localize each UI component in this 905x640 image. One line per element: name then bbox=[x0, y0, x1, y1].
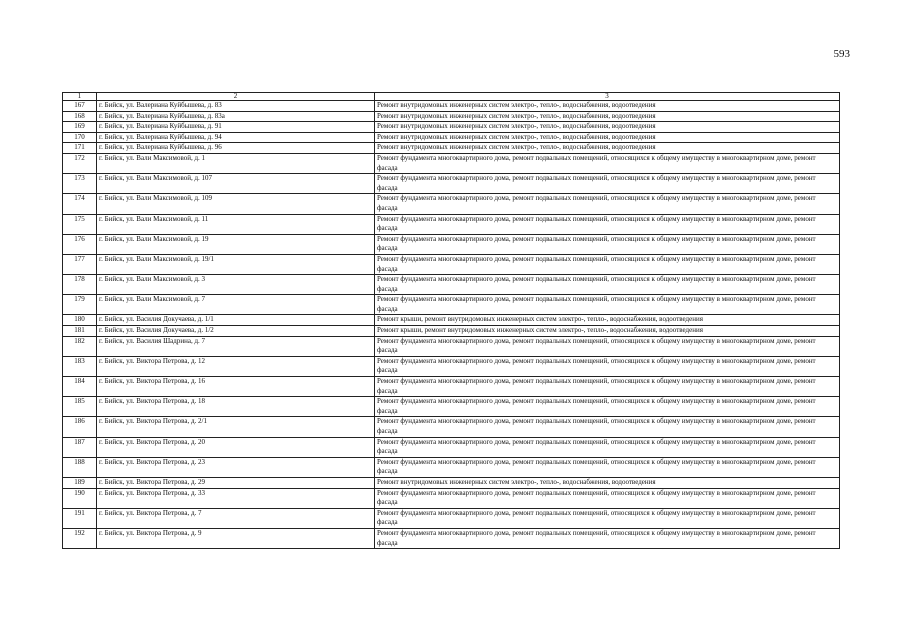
row-address: г. Бийск, ул. Виктора Петрова, д. 16 bbox=[97, 377, 375, 397]
row-address: г. Бийск, ул. Вали Максимовой, д. 11 bbox=[97, 214, 375, 234]
table-row bbox=[63, 508, 840, 528]
row-address: г. Бийск, ул. Вали Максимовой, д. 19/1 bbox=[97, 254, 375, 274]
table-row bbox=[63, 417, 840, 437]
table-row bbox=[63, 356, 840, 376]
row-address: г. Бийск, ул. Виктора Петрова, д. 2/1 bbox=[97, 417, 375, 437]
row-number: 168 bbox=[63, 111, 97, 122]
row-work-type: Ремонт фундамента многоквартирного дома, ремонт подвальных помещений, относящихся к общему имуществу в многоквартирном доме, ремонт фасада bbox=[375, 508, 840, 528]
row-address: г. Бийск, ул. Валериана Куйбышева, д. 94 bbox=[97, 132, 375, 143]
row-address: г. Бийск, ул. Вали Максимовой, д. 19 bbox=[97, 234, 375, 254]
row-address: г. Бийск, ул. Василия Докучаева, д. 1/1 bbox=[97, 315, 375, 326]
row-address: г. Бийск, ул. Валериана Куйбышева, д. 96 bbox=[97, 143, 375, 154]
row-work-type: Ремонт фундамента многоквартирного дома, ремонт подвальных помещений, относящихся к общему имуществу в многоквартирном доме, ремонт фасада bbox=[375, 417, 840, 437]
row-address: г. Бийск, ул. Вали Максимовой, д. 1 bbox=[97, 153, 375, 173]
header-col-2: 2 bbox=[97, 93, 375, 101]
table-row bbox=[63, 315, 840, 326]
row-number: 180 bbox=[63, 315, 97, 326]
table-row bbox=[63, 295, 840, 315]
table-row bbox=[63, 336, 840, 356]
table-row bbox=[63, 122, 840, 133]
row-work-type: Ремонт внутридомовых инженерных систем электро-, тепло-, водоснабжения, водоотведения bbox=[375, 111, 840, 122]
row-number: 178 bbox=[63, 275, 97, 295]
row-number: 179 bbox=[63, 295, 97, 315]
table-row bbox=[63, 528, 840, 548]
row-work-type: Ремонт фундамента многоквартирного дома, ремонт подвальных помещений, относящихся к общему имуществу в многоквартирном доме, ремонт фасада bbox=[375, 275, 840, 295]
row-number: 186 bbox=[63, 417, 97, 437]
table-row bbox=[63, 214, 840, 234]
row-work-type: Ремонт внутридомовых инженерных систем электро-, тепло-, водоснабжения, водоотведения bbox=[375, 477, 840, 488]
row-number: 192 bbox=[63, 528, 97, 548]
row-work-type: Ремонт крыши, ремонт внутридомовых инженерных систем электро-, тепло-, водоснабжения, водоотведения bbox=[375, 315, 840, 326]
row-address: г. Бийск, ул. Вали Максимовой, д. 7 bbox=[97, 295, 375, 315]
row-address: г. Бийск, ул. Виктора Петрова, д. 9 bbox=[97, 528, 375, 548]
table-row bbox=[63, 153, 840, 173]
row-work-type: Ремонт фундамента многоквартирного дома, ремонт подвальных помещений, относящихся к общему имуществу в многоквартирном доме, ремонт фасада bbox=[375, 377, 840, 397]
row-number: 175 bbox=[63, 214, 97, 234]
table-row bbox=[63, 377, 840, 397]
row-number: 182 bbox=[63, 336, 97, 356]
table-row bbox=[63, 143, 840, 154]
table-row bbox=[63, 174, 840, 194]
row-address: г. Бийск, ул. Вали Максимовой, д. 3 bbox=[97, 275, 375, 295]
row-number: 184 bbox=[63, 377, 97, 397]
repair-list-table bbox=[62, 92, 840, 549]
row-work-type: Ремонт фундамента многоквартирного дома, ремонт подвальных помещений, относящихся к общему имуществу в многоквартирном доме, ремонт фасада bbox=[375, 254, 840, 274]
header-col-3: 3 bbox=[375, 93, 840, 101]
table-row bbox=[63, 477, 840, 488]
row-work-type: Ремонт фундамента многоквартирного дома, ремонт подвальных помещений, относящихся к общему имуществу в многоквартирном доме, ремонт фасада bbox=[375, 214, 840, 234]
table-header-row bbox=[63, 93, 840, 101]
row-work-type: Ремонт фундамента многоквартирного дома, ремонт подвальных помещений, относящихся к общему имуществу в многоквартирном доме, ремонт фасада bbox=[375, 153, 840, 173]
row-work-type: Ремонт фундамента многоквартирного дома, ремонт подвальных помещений, относящихся к общему имуществу в многоквартирном доме, ремонт фасада bbox=[375, 437, 840, 457]
row-number: 181 bbox=[63, 326, 97, 337]
row-number: 190 bbox=[63, 488, 97, 508]
row-work-type: Ремонт внутридомовых инженерных систем электро-, тепло-, водоснабжения, водоотведения bbox=[375, 101, 840, 112]
table-row bbox=[63, 101, 840, 112]
row-number: 189 bbox=[63, 477, 97, 488]
row-work-type: Ремонт фундамента многоквартирного дома, ремонт подвальных помещений, относящихся к общему имуществу в многоквартирном доме, ремонт фасада bbox=[375, 295, 840, 315]
row-address: г. Бийск, ул. Виктора Петрова, д. 7 bbox=[97, 508, 375, 528]
row-number: 183 bbox=[63, 356, 97, 376]
row-address: г. Бийск, ул. Василия Шадрина, д. 7 bbox=[97, 336, 375, 356]
row-number: 191 bbox=[63, 508, 97, 528]
table-row bbox=[63, 326, 840, 337]
row-address: г. Бийск, ул. Вали Максимовой, д. 107 bbox=[97, 174, 375, 194]
table-row bbox=[63, 254, 840, 274]
table-row bbox=[63, 397, 840, 417]
header-col-1: 1 bbox=[63, 93, 97, 101]
row-address: г. Бийск, ул. Валериана Куйбышева, д. 91 bbox=[97, 122, 375, 133]
row-number: 169 bbox=[63, 122, 97, 133]
table-row bbox=[63, 437, 840, 457]
table-row bbox=[63, 488, 840, 508]
row-work-type: Ремонт крыши, ремонт внутридомовых инженерных систем электро-, тепло-, водоснабжения, водоотведения bbox=[375, 326, 840, 337]
row-work-type: Ремонт фундамента многоквартирного дома, ремонт подвальных помещений, относящихся к общему имуществу в многоквартирном доме, ремонт фасада bbox=[375, 457, 840, 477]
table-row bbox=[63, 275, 840, 295]
row-work-type: Ремонт фундамента многоквартирного дома, ремонт подвальных помещений, относящихся к общему имуществу в многоквартирном доме, ремонт фасада bbox=[375, 234, 840, 254]
row-number: 171 bbox=[63, 143, 97, 154]
row-address: г. Бийск, ул. Валериана Куйбышева, д. 83а bbox=[97, 111, 375, 122]
row-address: г. Бийск, ул. Виктора Петрова, д. 29 bbox=[97, 477, 375, 488]
row-number: 187 bbox=[63, 437, 97, 457]
table-row bbox=[63, 194, 840, 214]
row-address: г. Бийск, ул. Виктора Петрова, д. 23 bbox=[97, 457, 375, 477]
row-work-type: Ремонт внутридомовых инженерных систем электро-, тепло-, водоснабжения, водоотведения bbox=[375, 143, 840, 154]
table-row bbox=[63, 111, 840, 122]
page-number: 593 bbox=[833, 48, 850, 60]
row-address: г. Бийск, ул. Виктора Петрова, д. 20 bbox=[97, 437, 375, 457]
row-number: 167 bbox=[63, 101, 97, 112]
row-address: г. Бийск, ул. Василия Докучаева, д. 1/2 bbox=[97, 326, 375, 337]
row-number: 176 bbox=[63, 234, 97, 254]
table-row bbox=[63, 234, 840, 254]
row-number: 177 bbox=[63, 254, 97, 274]
row-work-type: Ремонт фундамента многоквартирного дома, ремонт подвальных помещений, относящихся к общему имуществу в многоквартирном доме, ремонт фасада bbox=[375, 356, 840, 376]
row-work-type: Ремонт фундамента многоквартирного дома, ремонт подвальных помещений, относящихся к общему имуществу в многоквартирном доме, ремонт фасада bbox=[375, 194, 840, 214]
row-number: 172 bbox=[63, 153, 97, 173]
row-work-type: Ремонт фундамента многоквартирного дома, ремонт подвальных помещений, относящихся к общему имуществу в многоквартирном доме, ремонт фасада bbox=[375, 488, 840, 508]
row-work-type: Ремонт внутридомовых инженерных систем электро-, тепло-, водоснабжения, водоотведения bbox=[375, 132, 840, 143]
row-work-type: Ремонт фундамента многоквартирного дома, ремонт подвальных помещений, относящихся к общему имуществу в многоквартирном доме, ремонт фасада bbox=[375, 528, 840, 548]
row-work-type: Ремонт внутридомовых инженерных систем электро-, тепло-, водоснабжения, водоотведения bbox=[375, 122, 840, 133]
row-address: г. Бийск, ул. Валериана Куйбышева, д. 83 bbox=[97, 101, 375, 112]
row-number: 185 bbox=[63, 397, 97, 417]
table-row bbox=[63, 457, 840, 477]
row-work-type: Ремонт фундамента многоквартирного дома, ремонт подвальных помещений, относящихся к общему имуществу в многоквартирном доме, ремонт фасада bbox=[375, 174, 840, 194]
row-work-type: Ремонт фундамента многоквартирного дома, ремонт подвальных помещений, относящихся к общему имуществу в многоквартирном доме, ремонт фасада bbox=[375, 397, 840, 417]
row-number: 174 bbox=[63, 194, 97, 214]
row-number: 188 bbox=[63, 457, 97, 477]
table-row bbox=[63, 132, 840, 143]
row-address: г. Бийск, ул. Виктора Петрова, д. 33 bbox=[97, 488, 375, 508]
row-number: 173 bbox=[63, 174, 97, 194]
row-number: 170 bbox=[63, 132, 97, 143]
row-address: г. Бийск, ул. Виктора Петрова, д. 12 bbox=[97, 356, 375, 376]
row-work-type: Ремонт фундамента многоквартирного дома, ремонт подвальных помещений, относящихся к общему имуществу в многоквартирном доме, ремонт фасада bbox=[375, 336, 840, 356]
row-address: г. Бийск, ул. Виктора Петрова, д. 18 bbox=[97, 397, 375, 417]
row-address: г. Бийск, ул. Вали Максимовой, д. 109 bbox=[97, 194, 375, 214]
table-body bbox=[63, 93, 840, 549]
